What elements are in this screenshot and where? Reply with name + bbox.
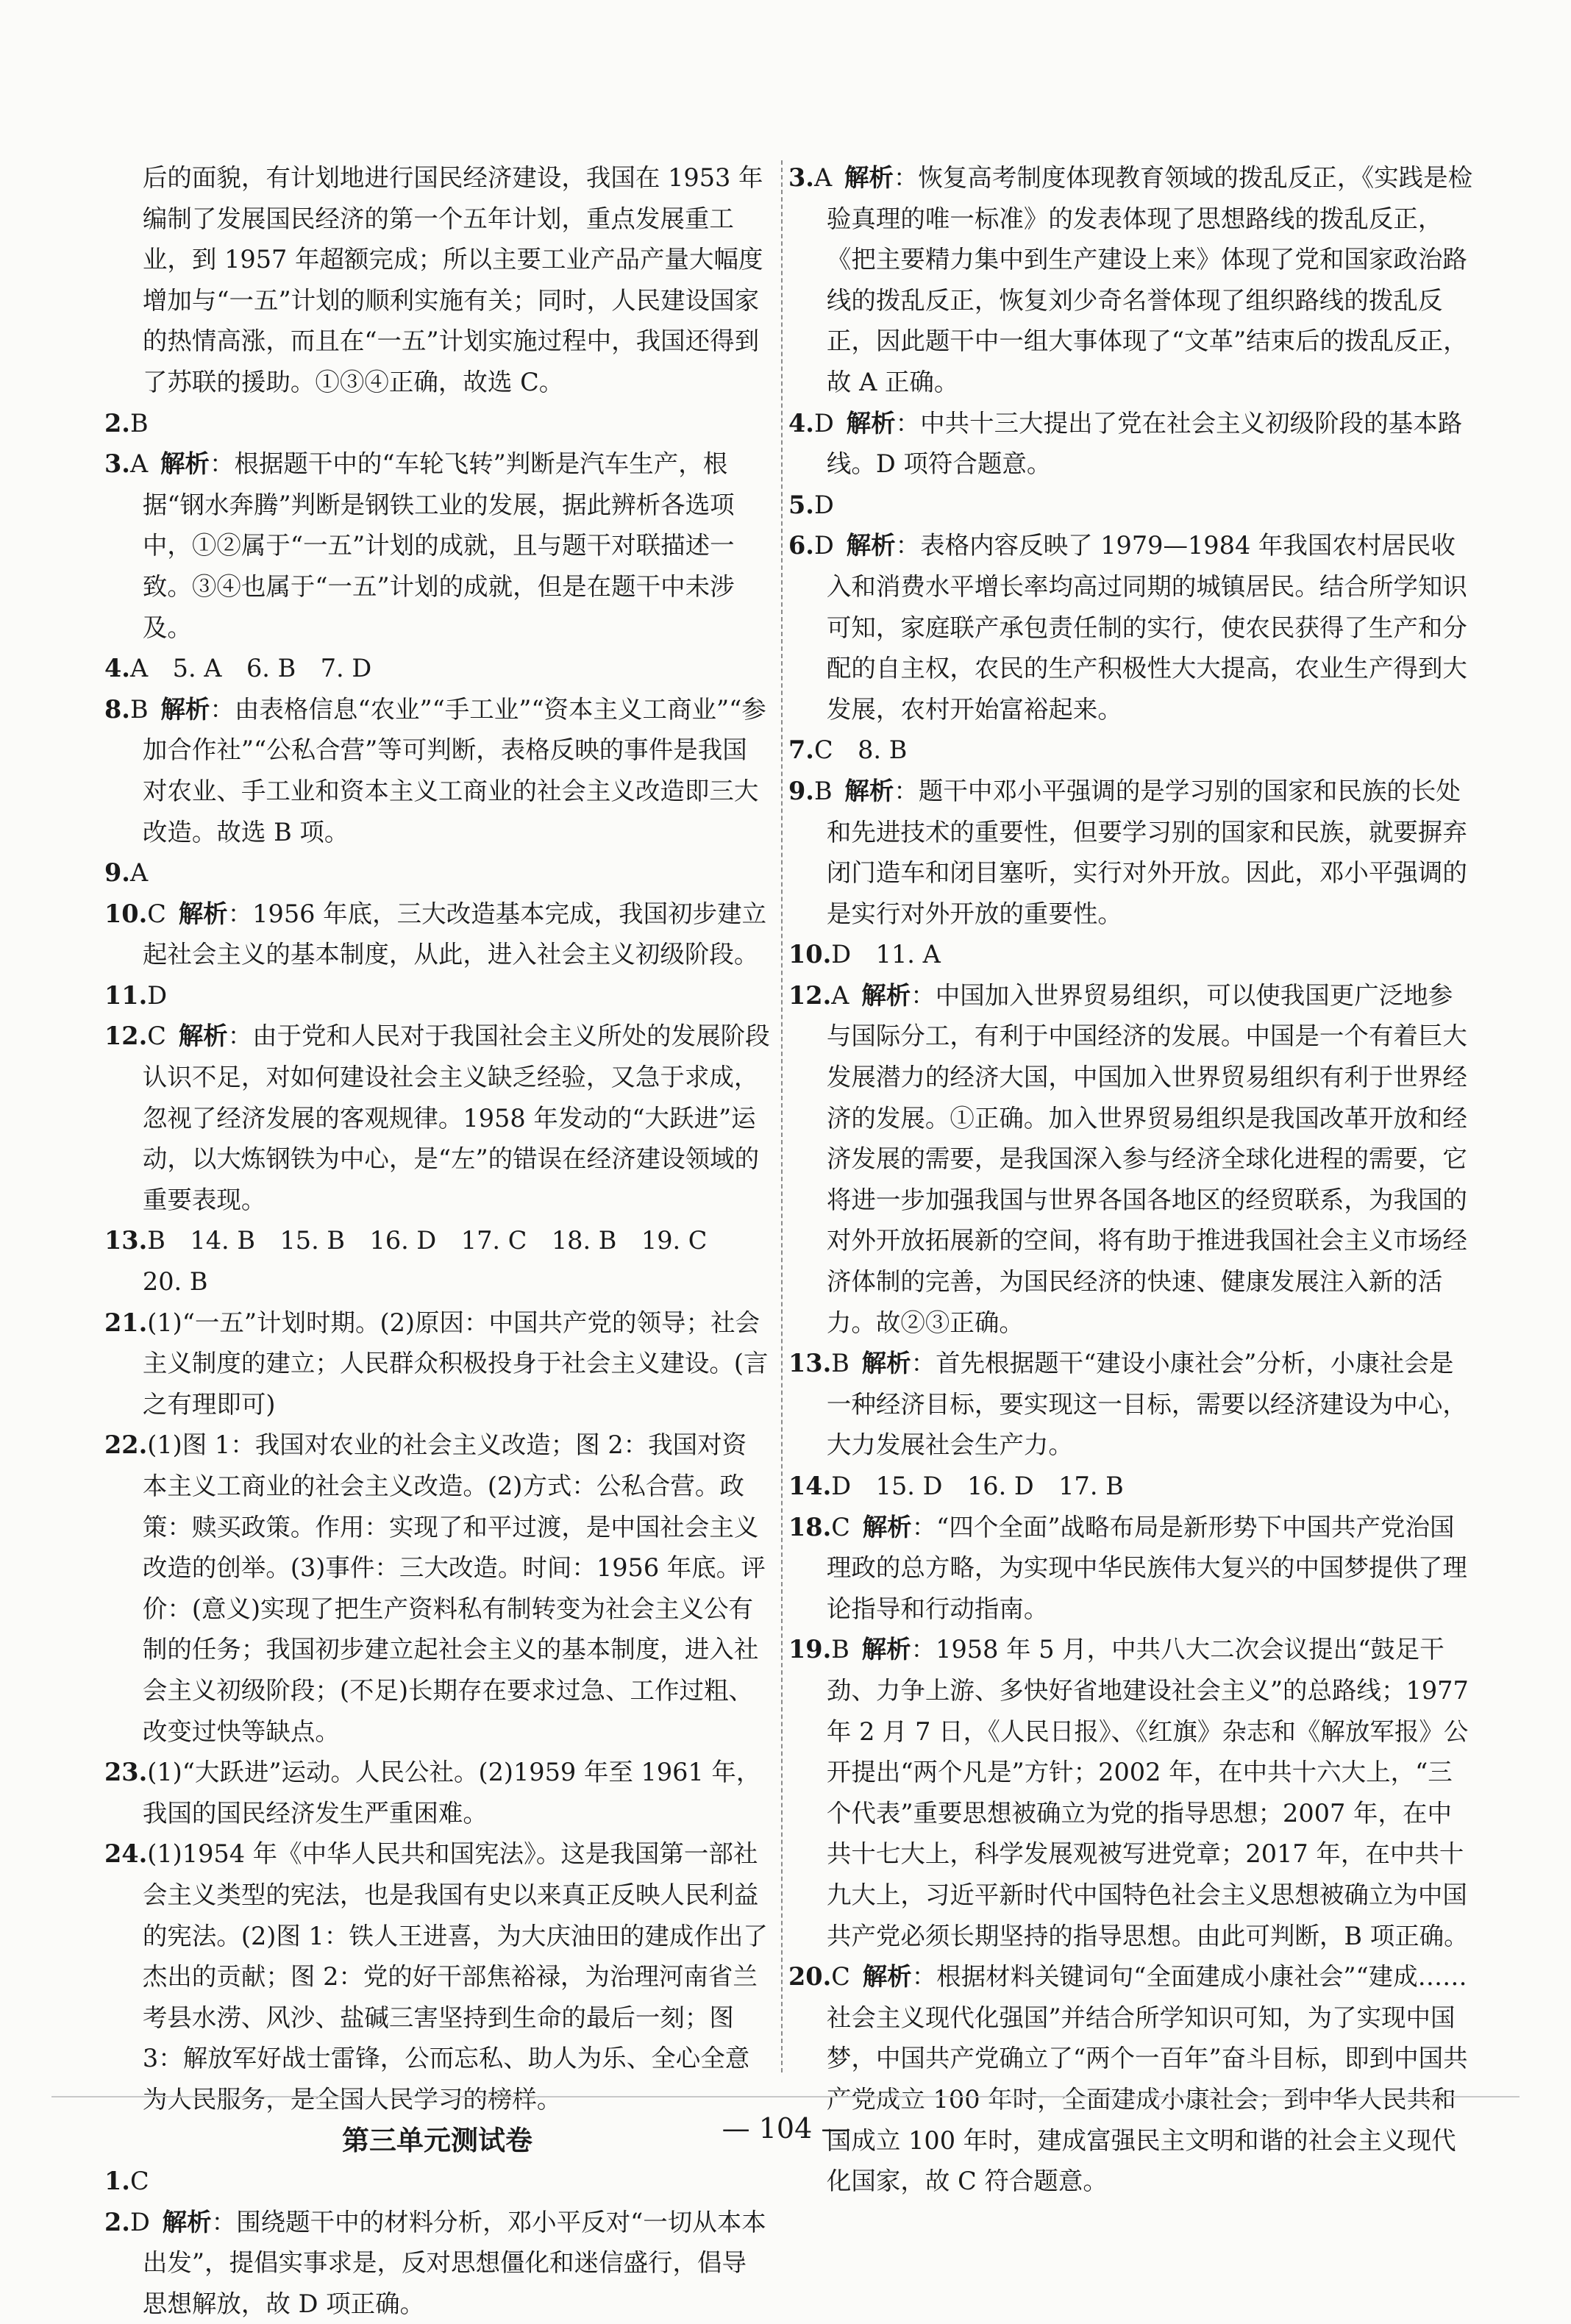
analysis-label: 解析: [160, 449, 210, 479]
answer-item: [788, 1956, 1476, 2202]
page-number: — 104 —: [722, 2112, 849, 2145]
answer-item: [104, 894, 770, 975]
answer-text: ：根据材料关键词句“全面建成小康社会”“建成……社会主义现代化强国”并结合所学知识可知，为了实现中国梦，中国共产党确立了“两个一百年”奋斗目标，即到中国共产党成立 100 年时，全面建成小康社会；到中华人民共和国成立 100 年时，建成富强民主文明和谐的社会主义现代化国家，故 C 符合题意。: [826, 1962, 1468, 2196]
answer-item: [788, 1466, 1476, 1507]
question-number: 12.: [104, 1022, 148, 1051]
answer-item: [104, 2161, 770, 2202]
analysis-label: 解析: [861, 1635, 911, 1664]
answer-text: ：表格内容反映了 1979—1984 年我国农村居民收入和消费水平增长率均高过同期的城镇居民。结合所学知识可知，家庭联产承包责任制的实行，使农民获得了生产和分配的自主权，农民的生产积极性大大提高，农业生产得到大发展，农村开始富裕起来。: [826, 531, 1467, 724]
analysis-label: 解析: [844, 163, 894, 192]
question-number: 2.: [104, 2207, 130, 2236]
answer-text: ：中共十三大提出了党在社会主义初级阶段的基本路线。D 项符合题意。: [826, 408, 1463, 479]
answer-item: [788, 1629, 1476, 1956]
answer-choice: D: [813, 490, 834, 519]
answer-text: (1)图 1：我国对农业的社会主义改造；图 2：我国对资本主义工商业的社会主义改造。(2)方式：公私合营。政策：赎买政策。作用：实现了和平过渡，是中国社会主义改造的创举。(3)事件：三大改造。时间：1956 年底。评价：(意义)实现了把生产资料私有制转变为社会主义公有制的任务；我国初步建立起社会主义的基本制度，进入社会主义初级阶段；(不足)长期存在要求过急、工作过粗、改变过快等缺点。: [142, 1430, 766, 1746]
answer-choice: B: [129, 694, 149, 724]
answer-text: ：恢复高考制度体现教育领域的拨乱反正，《实践是检验真理的唯一标准》的发表体现了思想路线的拨乱反正，《把主要精力集中到生产建设上来》体现了党和国家政治路线的拨乱反正，恢复刘少奇名誉体现了组织路线的拨乱反正，因此题干中一组大事体现了“文革”结束后的拨乱反正，故 A 正确。: [826, 163, 1473, 396]
question-number: 6.: [788, 531, 814, 560]
question-number: 13.: [104, 1226, 148, 1255]
answer-item: [104, 1016, 770, 1220]
answer-text: ：1958 年 5 月，中共八大二次会议提出“鼓足干劲、力争上游、多快好省地建设社会主义”的总路线；1977 年 2 月 7 日，《人民日报》、《红旗》杂志和《解放军报》公开提出“两个凡是”方针；2002 年，在中共十六大上，“三个代表”重要思想被确立为党的指导思想；2007 年，在中共十七大上，科学发展观被写进党章；2017 年，在中共十九大上，习近平新时代中国特色社会主义思想被确立为中国共产党必须长期坚持的指导思想。由此可判断，B 项正确。: [826, 1635, 1469, 1950]
question-number: 3.: [104, 449, 130, 479]
answer-choice: D 11. A: [831, 940, 941, 969]
section-title: 第三单元测试卷: [342, 2124, 532, 2156]
answer-item: [788, 157, 1476, 403]
answer-item: [104, 1752, 770, 1833]
analysis-label: 解析: [846, 531, 896, 560]
column-divider: [781, 160, 783, 2072]
answer-item: [788, 771, 1476, 934]
analysis-label: 解析: [844, 776, 894, 805]
answer-choice: A: [129, 858, 149, 888]
answer-item: [104, 2202, 770, 2324]
answer-text: (1)“大跃进”运动。人民公社。(2)1959 年至 1961 年，我国的国民经济发生严重困难。: [142, 1758, 761, 1828]
analysis-label: 解析: [162, 2207, 212, 2236]
question-number: 8.: [104, 694, 130, 724]
answer-item: [788, 1343, 1476, 1466]
answer-item: [788, 730, 1476, 771]
answer-continuation: 后的面貌，有计划地进行国民经济建设，我国在 1953 年编制了发展国民经济的第一个五年计划，重点发展重工业，到 1957 年超额完成；所以主要工业产品产量大幅度增加与“一五”计划的顺利实施有关；同时，人民建设国家的热情高涨，而且在“一五”计划实施过程中，我国还得到了苏联的援助。①③④正确，故选 C。: [142, 163, 763, 396]
question-number: 18.: [788, 1512, 832, 1541]
question-number: 1.: [104, 2167, 130, 2196]
question-number: 19.: [788, 1635, 832, 1664]
analysis-label: 解析: [846, 408, 896, 438]
question-number: 9.: [788, 776, 814, 805]
question-number: 12.: [788, 980, 832, 1010]
answer-text: ：根据题干中的“车轮飞转”判断是汽车生产，根据“钢水奔腾”判断是钢铁工业的发展，据此辨析各选项中，①②属于“一五”计划的成就，且与题干对联描述一致。③④也属于“一五”计划的成就，但是在题干中未涉及。: [142, 449, 735, 642]
answer-item: [104, 1220, 770, 1302]
answer-item: [104, 403, 770, 444]
answer-text: ：由于党和人民对于我国社会主义所处的发展阶段认识不足，对如何建设社会主义缺乏经验，又急于求成，忽视了经济发展的客观规律。1958 年发动的“大跃进”运动，以大炼钢铁为中心，是“左”的错误在经济建设领域的重要表现。: [142, 1022, 770, 1214]
answer-choice: C: [831, 1512, 850, 1541]
answer-choice: A 5. A 6. B 7. D: [129, 654, 372, 683]
answer-choice: D: [129, 2207, 150, 2236]
answer-choice: D: [147, 980, 168, 1010]
answer-choice: B: [831, 1349, 849, 1378]
answer-choice: D: [813, 531, 834, 560]
analysis-label: 解析: [178, 899, 228, 928]
question-number: 7.: [788, 735, 814, 765]
answer-text: ：“四个全面”战略布局是新形势下中国共产党治国理政的总方略，为实现中华民族伟大复兴的中国梦提供了理论指导和行动指南。: [826, 1512, 1467, 1623]
answer-text: (1)1954 年《中华人民共和国宪法》。这是我国第一部社会主义类型的宪法，也是我国有史以来真正反映人民利益的宪法。(2)图 1：铁人王进喜，为大庆油田的建成作出了杰出的贡献；图 2：党的好干部焦裕禄，为治理河南省兰考县水涝、风沙、盐碱三害坚持到生命的最后一刻；图 3：解放军好战士雷锋，公而忘私、助人为乐、全心全意为人民服务，是全国人民学习的榜样。: [142, 1839, 768, 2114]
question-number: 3.: [788, 163, 814, 192]
answer-item: [788, 1507, 1476, 1630]
answer-choice: A: [129, 449, 149, 479]
question-number: 5.: [788, 490, 814, 519]
question-number: 9.: [104, 858, 130, 888]
question-number: 10.: [788, 940, 832, 969]
answer-choice: D: [813, 408, 834, 438]
answer-item: [104, 1302, 770, 1425]
question-number: 13.: [788, 1349, 832, 1378]
question-number: 14.: [788, 1472, 832, 1500]
answer-choice: B: [129, 408, 149, 438]
question-number: 11.: [104, 980, 148, 1010]
answer-item: [104, 648, 770, 689]
answer-item: [104, 1425, 770, 1752]
answer-item: [788, 485, 1476, 526]
answer-item: [788, 934, 1476, 975]
answer-text: ：题干中邓小平强调的是学习别的国家和民族的长处和先进技术的重要性，但要学习别的国家和民族，就要摒弃闭门造车和闭目塞听，实行对外开放。因此，邓小平强调的是实行对外开放的重要性。: [826, 776, 1467, 928]
answer-choice: B: [831, 1635, 849, 1664]
answer-choice: D 15. D 16. D 17. B: [831, 1472, 1124, 1500]
footer-rule: [51, 2096, 1520, 2097]
answer-item: [104, 689, 770, 852]
answer-item: [788, 403, 1476, 485]
answer-item: [104, 852, 770, 894]
answer-choice: A: [813, 163, 833, 192]
answer-choice: C: [147, 899, 166, 928]
right-column: [788, 157, 1476, 2202]
answer-choice: B 14. B 15. B 16. D 17. C 18. B 19. C 20. B: [142, 1226, 732, 1297]
question-number: 22.: [104, 1430, 148, 1460]
answer-choice: C 8. B: [813, 735, 908, 765]
analysis-label: 解析: [178, 1022, 228, 1051]
question-number: 4.: [788, 408, 814, 438]
question-number: 10.: [104, 899, 148, 928]
answer-item: [104, 443, 770, 648]
answer-text: ：1956 年底，三大改造基本完成，我国初步建立起社会主义的基本制度，从此，进入社会主义初级阶段。: [142, 899, 767, 969]
left-column: [104, 157, 770, 2324]
answer-choice: C: [831, 1962, 850, 1992]
answer-text: (1)“一五”计划时期。(2)原因：中国共产党的领导；社会主义制度的建立；人民群众积极投身于社会主义建设。(言之有理即可): [142, 1308, 769, 1419]
answer-choice: A: [831, 980, 849, 1010]
answer-text: ：围绕题干中的材料分析，邓小平反对“一切从本本出发”，提倡实事求是，反对思想僵化和迷信盛行，倡导思想解放，故 D 项正确。: [142, 2207, 766, 2318]
answer-item: [104, 975, 770, 1016]
question-number: 21.: [104, 1308, 148, 1337]
question-number: 2.: [104, 408, 130, 438]
answer-text: ：中国加入世界贸易组织，可以使我国更广泛地参与国际分工，有利于中国经济的发展。中国是一个有着巨大发展潜力的经济大国，中国加入世界贸易组织有利于世界经济的发展。①正确。加入世界贸易组织是我国改革开放和经济发展的需要，是我国深入参与经济全球化进程的需要，它将进一步加强我国与世界各国各地区的经贸联系，为我国的对外开放拓展新的空间，将有助于推进我国社会主义市场经济体制的完善，为国民经济的快速、健康发展注入新的活力。故②③正确。: [826, 980, 1467, 1337]
question-number: 24.: [104, 1839, 148, 1869]
analysis-label: 解析: [861, 980, 911, 1010]
answer-item: [104, 1833, 770, 2120]
analysis-label: 解析: [862, 1512, 912, 1541]
question-number: 20.: [788, 1962, 832, 1992]
question-number: 4.: [104, 654, 130, 683]
answer-text: ：首先根据题干“建设小康社会”分析，小康社会是一种经济目标，要实现这一目标，需要以经济建设为中心，大力发展社会生产力。: [826, 1349, 1467, 1460]
answer-text: ：由表格信息“农业”“手工业”“资本主义工商业”“参加合作社”“公私合营”等可判断，表格反映的事件是我国对农业、手工业和资本主义工商业的社会主义改造即三大改造。故选 B 项。: [142, 694, 766, 846]
answer-item: [788, 975, 1476, 1343]
analysis-label: 解析: [160, 694, 210, 724]
answer-choice: B: [813, 776, 833, 805]
analysis-label: 解析: [861, 1349, 911, 1378]
question-number: 23.: [104, 1758, 148, 1787]
answer-choice: C: [129, 2167, 149, 2196]
answer-item: [788, 525, 1476, 730]
analysis-label: 解析: [862, 1962, 912, 1992]
answer-choice: C: [147, 1022, 166, 1051]
